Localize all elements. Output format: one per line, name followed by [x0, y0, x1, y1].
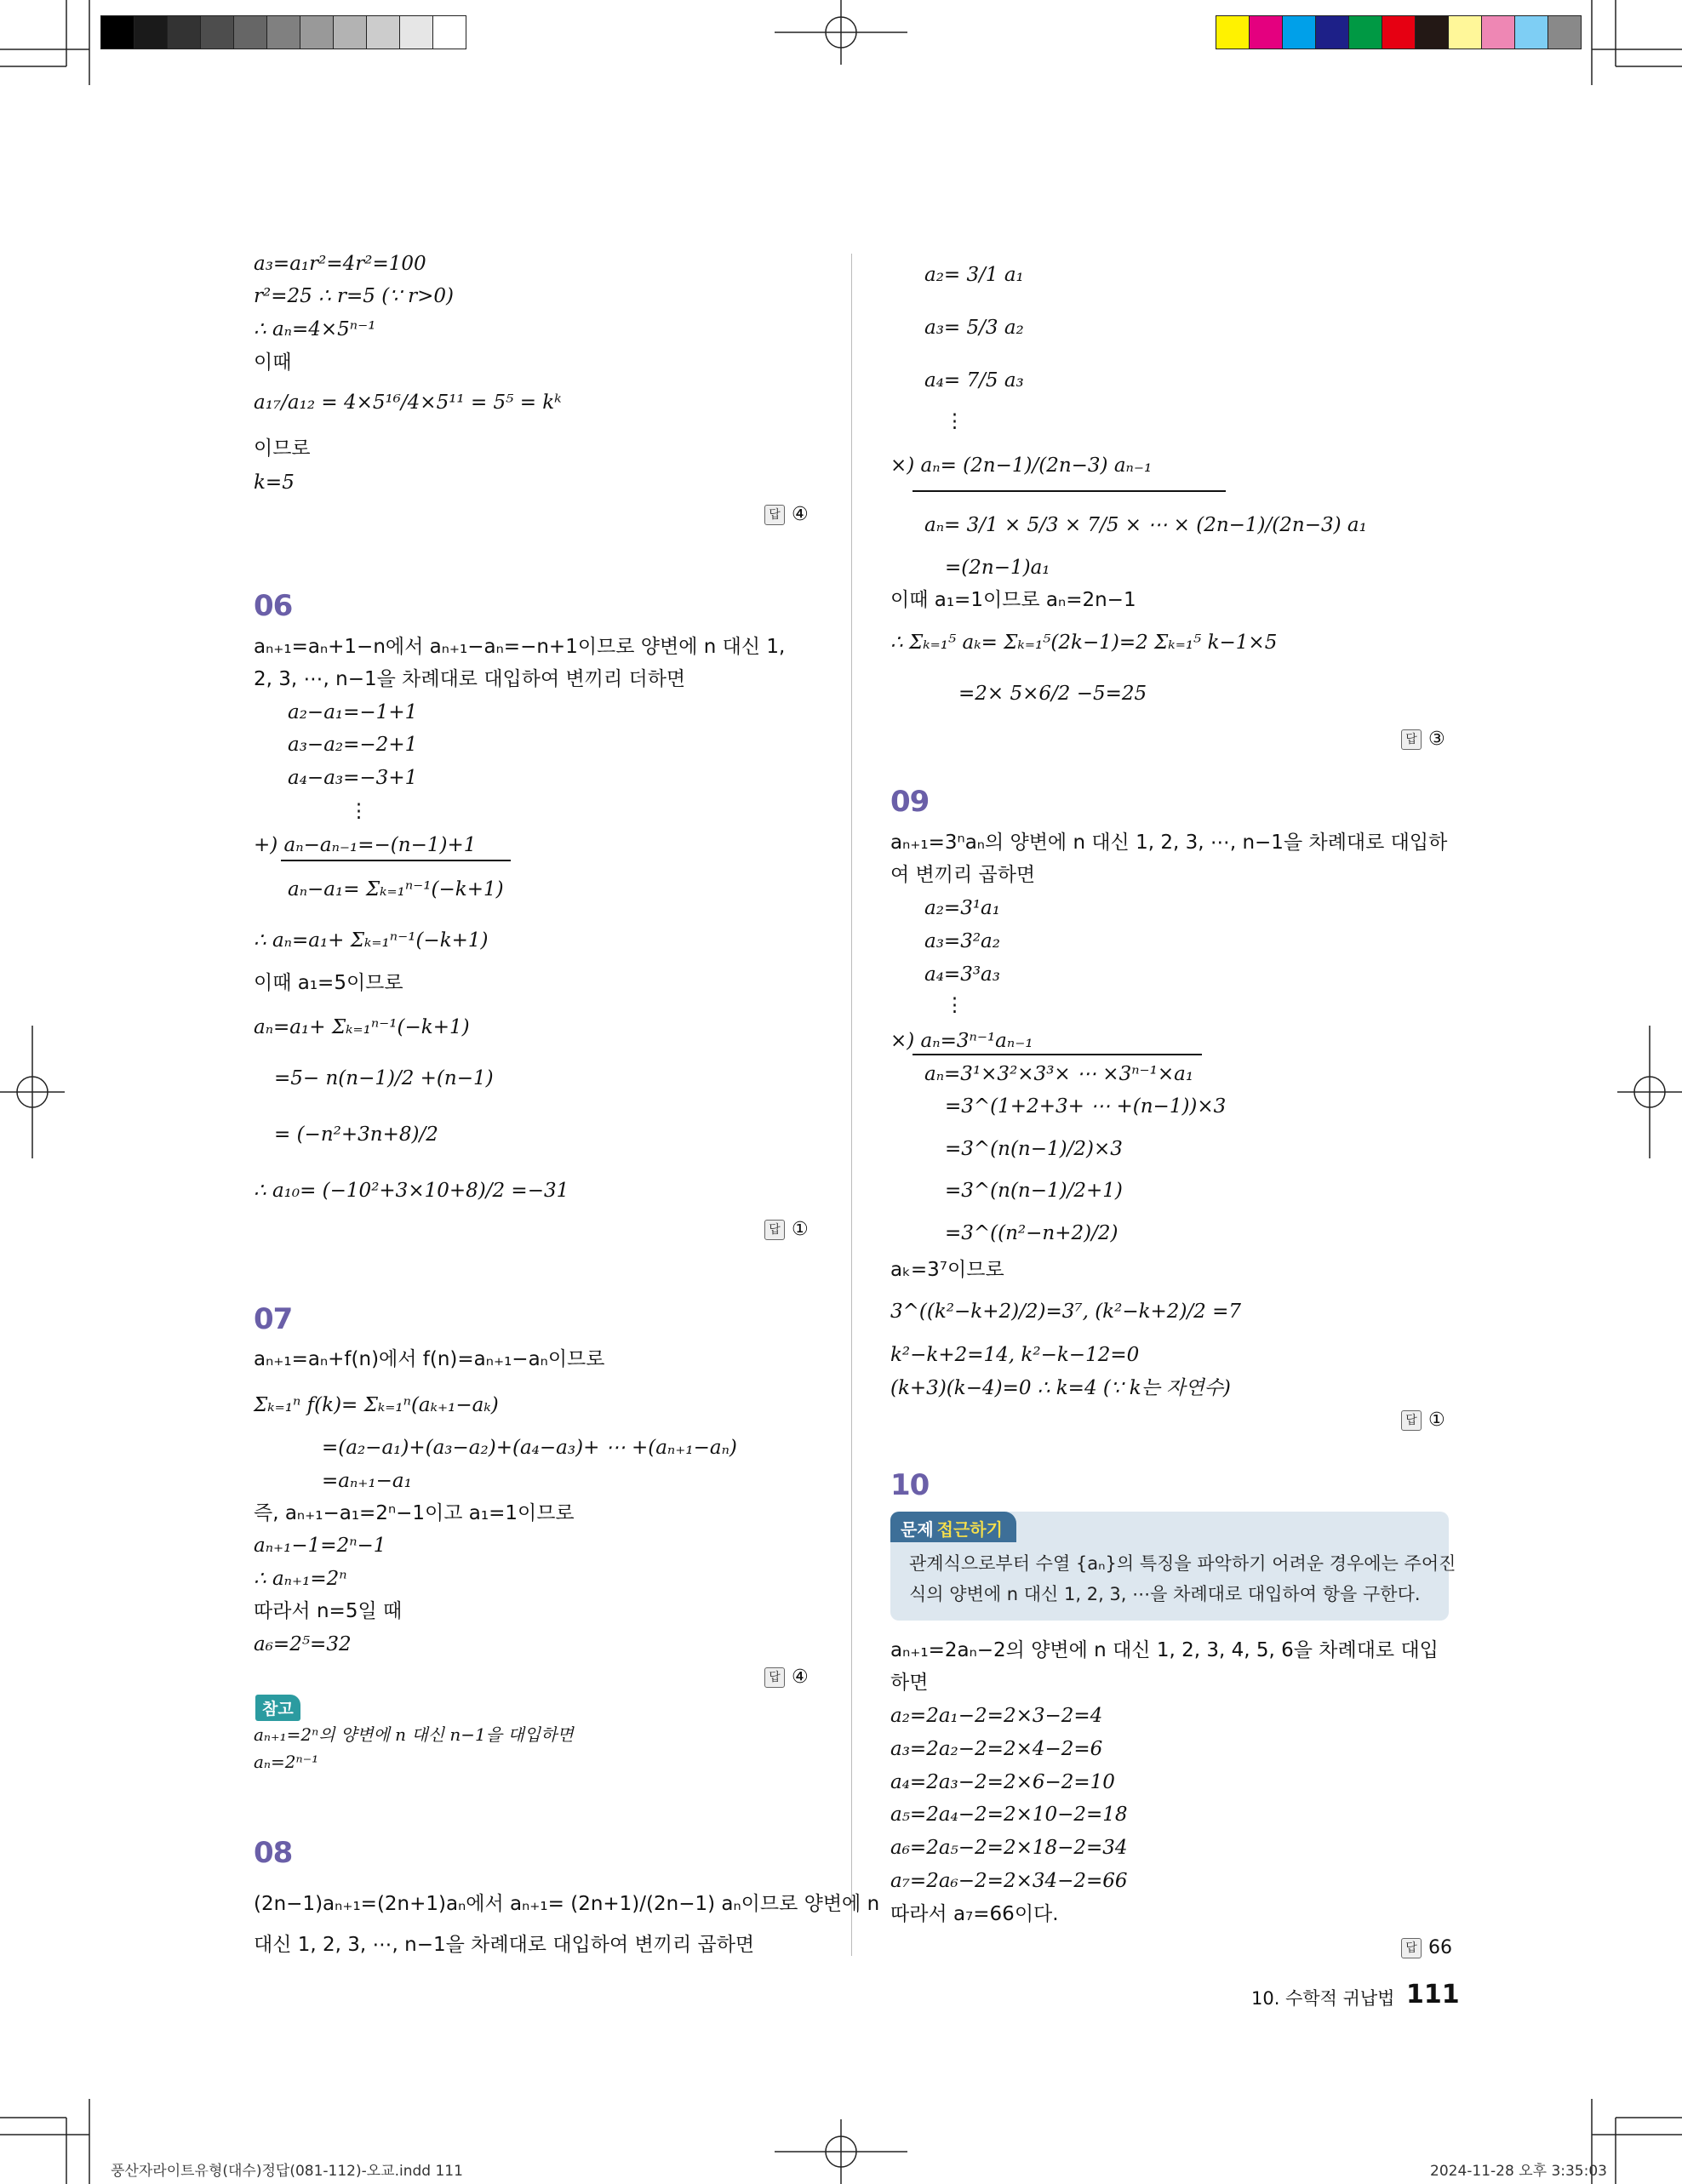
- math-line: r²=25 ∴ r=5 (∵ r>0): [254, 285, 455, 307]
- math-line: a₃=a₁r²=4r²=100: [254, 253, 426, 275]
- text-line: aₖ=3⁷이므로: [890, 1259, 1004, 1281]
- math-line: a₃= 5/3 a₂: [924, 317, 1024, 339]
- math-line: a₆=2a₅−2=2×18−2=34: [890, 1837, 1128, 1859]
- text-line: 따라서 a₇=66이다.: [890, 1903, 1059, 1925]
- answer-label: 답: [764, 505, 785, 525]
- answer-07: 답 ④: [764, 1667, 809, 1688]
- chapter-title: 10. 수학적 귀납법: [1251, 1988, 1395, 2009]
- question-number-06: 06: [254, 589, 293, 623]
- math-line: a₃=3²a₂: [924, 930, 1000, 952]
- text-line: 대신 1, 2, 3, ⋯, n−1을 차례대로 대입하여 변끼리 곱하면: [254, 1934, 755, 1956]
- text-line: aₙ₊₁=aₙ+f(n)에서 f(n)=aₙ₊₁−aₙ이므로: [254, 1348, 605, 1370]
- math-line: ×) aₙ=3ⁿ⁻¹aₙ₋₁: [890, 1030, 1033, 1052]
- answer-05: 답 ④: [764, 504, 809, 525]
- math-line: a₄= 7/5 a₃: [924, 369, 1024, 392]
- math-line: ∴ aₙ=4×5ⁿ⁻¹: [254, 318, 376, 340]
- math-line: =aₙ₊₁−a₁: [322, 1470, 412, 1492]
- note-line: aₙ₊₁=2ⁿ의 양변에 n 대신 n−1을 대입하면: [254, 1724, 574, 1745]
- math-line: a₂= 3/1 a₁: [924, 264, 1024, 286]
- sum-rule: [281, 860, 511, 861]
- math-line: =(a₂−a₁)+(a₃−a₂)+(a₄−a₃)+ ⋯ +(aₙ₊₁−aₙ): [322, 1437, 737, 1459]
- approach-line: 식의 양변에 n 대신 1, 2, 3, ⋯을 차례대로 대입하여 항을 구한다.: [909, 1584, 1421, 1604]
- text-line: aₙ₊₁=3ⁿaₙ의 양변에 n 대신 1, 2, 3, ⋯, n−1을 차례대로 대입하: [890, 832, 1448, 854]
- answer-06: 답 ①: [764, 1219, 809, 1240]
- math-line: ∴ a₁₀= (−10²+3×10+8)/2 =−31: [254, 1180, 569, 1202]
- text-line: 이때: [254, 352, 292, 374]
- text-line: 하면: [890, 1672, 929, 1694]
- math-line: =2× 5×6/2 −5=25: [958, 683, 1147, 705]
- print-file-name: 풍산자라이트유형(대수)정답(081-112)-오교.indd 111: [111, 2163, 463, 2180]
- ellipsis: ⋮: [945, 994, 964, 1016]
- page-number: 111: [1406, 1980, 1460, 2010]
- text-line: 이때 a₁=1이므로 aₙ=2n−1: [890, 589, 1136, 611]
- math-line: a₂−a₁=−1+1: [288, 701, 418, 723]
- product-rule: [913, 490, 1226, 492]
- math-line: ∴ Σₖ₌₁⁵ aₖ= Σₖ₌₁⁵(2k−1)=2 Σₖ₌₁⁵ k−1×5: [890, 632, 1278, 654]
- math-line: aₙ=3¹×3²×3³× ⋯ ×3ⁿ⁻¹×a₁: [924, 1063, 1194, 1085]
- math-line: k=5: [254, 472, 295, 494]
- math-line: Σₖ₌₁ⁿ f(k)= Σₖ₌₁ⁿ(aₖ₊₁−aₖ): [254, 1394, 499, 1416]
- text-line: 따라서 n=5일 때: [254, 1600, 403, 1622]
- math-line: k²−k+2=14, k²−k−12=0: [890, 1344, 1140, 1366]
- text-line: aₙ₊₁=2aₙ−2의 양변에 n 대신 1, 2, 3, 4, 5, 6을 차례대로 대입: [890, 1639, 1439, 1661]
- answer-08: 답 ③: [1401, 729, 1445, 750]
- math-line: a₃−a₂=−2+1: [288, 734, 418, 756]
- question-number-09: 09: [890, 785, 930, 819]
- math-line: =(2n−1)a₁: [945, 557, 1050, 579]
- answer-09: 답 ①: [1401, 1409, 1445, 1431]
- ellipsis: ⋮: [945, 410, 964, 432]
- math-line: +) aₙ−aₙ₋₁=−(n−1)+1: [254, 834, 477, 856]
- note-line: aₙ=2ⁿ⁻¹: [254, 1752, 319, 1772]
- math-line: a₁₇/a₁₂ = 4×5¹⁶/4×5¹¹ = 5⁵ = kᵏ: [254, 392, 562, 414]
- math-line: a₄=3³a₃: [924, 963, 1000, 986]
- math-line: a₄−a₃=−3+1: [288, 767, 418, 789]
- approach-line: 관계식으로부터 수열 {aₙ}의 특징을 파악하기 어려운 경우에는 주어진: [909, 1553, 1456, 1574]
- math-line: aₙ= 3/1 × 5/3 × 7/5 × ⋯ × (2n−1)/(2n−3) a₁: [924, 514, 1367, 536]
- product-rule: [913, 1054, 1202, 1055]
- math-line: aₙ=a₁+ Σₖ₌₁ⁿ⁻¹(−k+1): [254, 1016, 470, 1038]
- math-line: =3^(n(n−1)/2)×3: [945, 1138, 1123, 1160]
- math-line: =5− n(n−1)/2 +(n−1): [274, 1067, 494, 1089]
- math-line: a₂=2a₁−2=2×3−2=4: [890, 1705, 1103, 1727]
- note-tag: 참고: [255, 1695, 300, 1721]
- text-line: 즉, aₙ₊₁−a₁=2ⁿ−1이고 a₁=1이므로: [254, 1502, 575, 1524]
- math-line: =3^(1+2+3+ ⋯ +(n−1))×3: [945, 1095, 1227, 1118]
- question-number-08: 08: [254, 1836, 293, 1870]
- math-line: ∴ aₙ=a₁+ Σₖ₌₁ⁿ⁻¹(−k+1): [254, 929, 489, 952]
- text-line: (2n−1)aₙ₊₁=(2n+1)aₙ에서 aₙ₊₁= (2n+1)/(2n−1) aₙ이므로 양변에 n: [254, 1893, 880, 1915]
- math-line: 3^((k²−k+2)/2)=3⁷, (k²−k+2)/2 =7: [890, 1301, 1242, 1323]
- math-line: a₅=2a₄−2=2×10−2=18: [890, 1804, 1128, 1826]
- math-line: =3^((n²−n+2)/2): [945, 1222, 1118, 1244]
- math-line: aₙ−a₁= Σₖ₌₁ⁿ⁻¹(−k+1): [288, 878, 504, 900]
- math-line: aₙ₊₁−1=2ⁿ−1: [254, 1535, 386, 1557]
- question-number-10: 10: [890, 1468, 930, 1502]
- math-line: a₆=2⁵=32: [254, 1633, 352, 1655]
- ellipsis: ⋮: [349, 800, 369, 822]
- math-line: ×) aₙ= (2n−1)/(2n−3) aₙ₋₁: [890, 455, 1153, 477]
- math-line: a₂=3¹a₁: [924, 897, 1000, 919]
- text-line: aₙ₊₁=aₙ+1−n에서 aₙ₊₁−aₙ=−n+1이므로 양변에 n 대신 1,: [254, 636, 786, 658]
- print-timestamp: 2024-11-28 오후 3:35:03: [1430, 2163, 1607, 2180]
- math-line: = (−n²+3n+8)/2: [274, 1123, 438, 1146]
- text-line: 여 변끼리 곱하면: [890, 864, 1036, 886]
- math-line: =3^(n(n−1)/2+1): [945, 1180, 1123, 1202]
- approach-tag-label: 문제 접근하기: [901, 1519, 1003, 1540]
- math-line: a₇=2a₆−2=2×34−2=66: [890, 1870, 1128, 1892]
- text-line: 2, 3, ⋯, n−1을 차례대로 대입하여 변끼리 더하면: [254, 668, 686, 690]
- math-line: a₄=2a₃−2=2×6−2=10: [890, 1771, 1115, 1793]
- column-divider: [851, 254, 852, 1956]
- math-line: ∴ aₙ₊₁=2ⁿ: [254, 1568, 347, 1590]
- math-line: (k+3)(k−4)=0 ∴ k=4 (∵ k는 자연수): [890, 1377, 1231, 1399]
- text-line: 이때 a₁=5이므로: [254, 972, 403, 994]
- math-line: a₃=2a₂−2=2×4−2=6: [890, 1738, 1103, 1760]
- question-number-07: 07: [254, 1302, 293, 1336]
- answer-10: 답 66: [1401, 1937, 1452, 1958]
- text-line: 이므로: [254, 437, 311, 460]
